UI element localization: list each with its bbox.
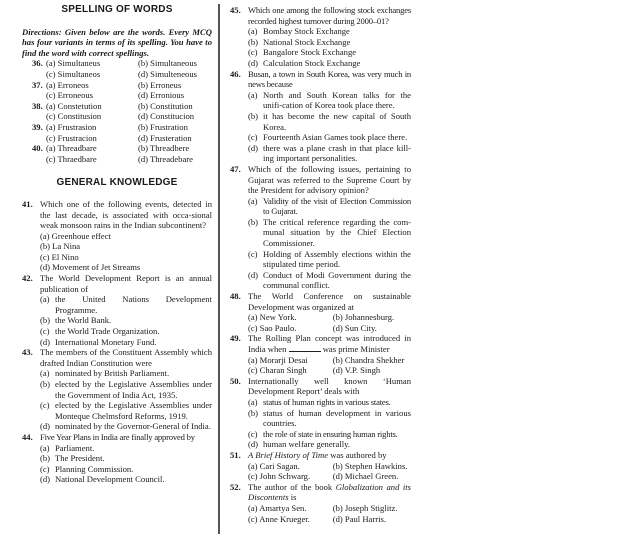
option-label: (c): [248, 47, 258, 58]
question-47: [230, 164, 411, 291]
option-label: (d): [248, 142, 259, 153]
option-label: (c): [248, 248, 258, 259]
question-text: The members of the Constituent Assembly which drafted Indian Constitution were: [40, 347, 212, 368]
option-text: Bombay Stock Exchange: [263, 26, 350, 37]
question-38: [22, 101, 212, 112]
question-number: 45.: [230, 5, 241, 15]
option-d: (d) Simulteneous: [138, 68, 197, 79]
option-text: it has become the new capital of South Korea.: [263, 110, 411, 132]
option-d: (d) Frusteration: [138, 132, 192, 143]
question-36: [22, 58, 212, 69]
option-d: (d) Paul Harris.: [332, 513, 386, 524]
options-row-ab: [248, 461, 411, 472]
question-text: Which one of the following events, detected in the last decade, is associated with occa-sional weak monsoon rains in the Indian subcontinent?: [40, 198, 212, 231]
question-text: Which one among the following stock exchanges recorded highest turnover during 2000–01?: [248, 5, 411, 26]
option-b: (b) Erroneus: [138, 79, 182, 90]
option-label: (d): [248, 57, 259, 68]
question-text: [248, 333, 411, 354]
question-number: 49.: [230, 333, 241, 344]
option-a: (a) Amartya Sen.: [248, 502, 307, 513]
option-label: (c): [248, 132, 258, 143]
option-c: (c) Frustracion: [46, 132, 97, 143]
question-42: [22, 273, 212, 347]
question-text: The World Conference on sustainable Development was organized at: [248, 291, 411, 312]
question-text: Internationally well known ‘Human Development Report’ deals with: [248, 375, 411, 397]
option-text: the role of state in ensuring human rights.: [263, 428, 398, 439]
spelling-questions: [22, 58, 212, 164]
option-a: (a) Erroneos: [46, 79, 89, 90]
option-b: (b) Threadbere: [138, 143, 190, 154]
option-text: The President.: [55, 453, 105, 464]
question-text: Five Year Plans in India are finally approved by: [40, 431, 195, 442]
option-d: [248, 143, 411, 164]
option-b: [248, 111, 411, 132]
fill-in-blank: [289, 344, 321, 352]
option-a: [40, 294, 212, 315]
question-number: 41.: [22, 198, 33, 209]
option-c: (c) Constitusion: [46, 111, 102, 122]
option-c: [248, 132, 411, 143]
book-title: A Brief History of Time: [248, 449, 329, 460]
option-b: [248, 217, 411, 249]
question-number: 38.: [32, 100, 43, 111]
question-number: 39.: [32, 121, 43, 132]
option-d: (d) Erronious: [138, 90, 185, 101]
option-d: (d) Michael Green.: [332, 471, 399, 482]
option-c: (c) Sao Paulo.: [248, 322, 297, 333]
question-46: [230, 69, 411, 164]
question-text: [248, 450, 411, 461]
question-37: [22, 80, 212, 91]
option-b: [40, 379, 212, 400]
question-number: 37.: [32, 79, 43, 90]
question-number: 47.: [230, 163, 241, 174]
option-label: (d): [248, 439, 259, 450]
option-d: (d) Sun City.: [332, 322, 377, 333]
question-number: 40.: [32, 143, 43, 154]
option-text: North and South Korean talks for the unifi-cation of Korea took place there.: [263, 89, 411, 111]
option-d: [248, 439, 411, 450]
option-d: [248, 58, 411, 69]
option-text: the World Bank.: [55, 315, 112, 326]
option-b: (b) La Nina: [40, 241, 81, 252]
option-b: [40, 453, 212, 464]
option-a: [248, 397, 411, 408]
option-text: there was a plane crash in that place kill-ing important personalities.: [263, 142, 411, 164]
option-label: (d): [40, 421, 51, 432]
section-title-spelling: SPELLING OF WORDS: [61, 4, 173, 15]
option-text: nominated by the Governor-General of India.: [55, 421, 211, 432]
option-text: Holding of Assembly elections within the stipulated time period.: [263, 248, 411, 270]
option-d: [40, 337, 212, 348]
option-a: (a) Threadbare: [46, 143, 97, 154]
option-b: (b) Stephen Hawkins.: [332, 460, 408, 471]
option-label: (b): [40, 453, 51, 464]
column-divider: [218, 4, 220, 534]
option-d: (d) Movement of Jet Streams: [40, 262, 141, 273]
option-d: (d) Threadebare: [138, 153, 193, 164]
option-d: [40, 474, 212, 485]
option-c: (c) Thraedbare: [46, 153, 97, 164]
options-row-cd: [248, 471, 411, 482]
option-label: (c): [248, 428, 258, 439]
option-label: (a): [40, 442, 50, 453]
question-39: [22, 122, 212, 133]
option-b: [248, 37, 411, 48]
option-text: the United Nations Development Programme.: [55, 294, 212, 315]
option-text: elected by the Legislative Assemblies under Monteque Chelmsford Reforms, 1919.: [55, 400, 212, 421]
option-c: [40, 326, 212, 337]
option-a: [40, 368, 212, 379]
option-a: (a) Frustrasion: [46, 121, 97, 132]
option-b: (b) Chandra Shekher: [332, 354, 405, 365]
question-51: [230, 450, 411, 482]
option-text: Validity of the visit of Election Commission to Gujarat.: [263, 195, 411, 217]
question-number: 44.: [22, 431, 33, 442]
question-number: 50.: [230, 375, 241, 386]
option-text: Calculation Stock Exchange: [263, 57, 361, 68]
option-a: [248, 196, 411, 217]
question-text-after: is: [288, 492, 297, 503]
question-number: 51.: [230, 449, 241, 460]
question-50: [230, 376, 411, 450]
right-column: [230, 0, 411, 524]
option-label: (b): [248, 407, 259, 418]
option-b: (b) Johannesburg.: [332, 312, 395, 323]
option-text: status of human rights in various states.: [263, 396, 391, 407]
option-b: (b) Constitution: [138, 100, 193, 111]
option-d: [40, 421, 212, 432]
option-text: Bangalore Stock Exchange: [263, 47, 357, 58]
option-c: (c) Anne Krueger.: [248, 513, 310, 524]
option-label: (c): [40, 326, 50, 337]
option-d: [248, 270, 411, 291]
option-label: (a): [248, 89, 258, 100]
option-label: (a): [40, 368, 50, 379]
option-a: [248, 90, 411, 111]
option-text: the World Trade Organization.: [55, 326, 160, 337]
option-text: nominated by British Parliament.: [55, 368, 170, 379]
option-label: (b): [248, 110, 259, 121]
option-a: (a) New York.: [248, 312, 297, 323]
option-label: (d): [248, 269, 259, 280]
option-text: International Monetary Fund.: [55, 336, 157, 347]
option-label: (d): [40, 474, 51, 485]
question-number: 42.: [22, 273, 33, 284]
question-45: [230, 5, 411, 69]
option-label: (a): [40, 294, 50, 305]
question-48: [230, 291, 411, 333]
question-39-cd: [22, 133, 212, 144]
option-b: [40, 315, 212, 326]
options-row-cd: [248, 365, 411, 376]
option-text: status of human development in various countries.: [263, 407, 411, 429]
option-label: (b): [40, 315, 51, 326]
question-40-cd: [22, 154, 212, 165]
question-text: [248, 482, 411, 503]
question-text-after: was prime Minister: [320, 344, 390, 354]
options-row-ab: [248, 355, 411, 366]
question-text: The World Development Report is an annual publication of: [40, 273, 212, 294]
option-text: National Development Council.: [55, 474, 165, 485]
question-text: Busan, a town in South Korea, was very much in news because: [248, 68, 411, 90]
option-label: (b): [40, 379, 51, 389]
option-a: (a) Morarji Desai: [248, 354, 308, 365]
option-label: (c): [40, 400, 50, 411]
left-column: [22, 0, 212, 485]
question-text: Which of the following issues, pertaining to Gujarat was referred to the Supreme Court by the President for advisory opinion?: [248, 163, 411, 196]
directions-label: Directions:: [22, 26, 62, 37]
option-a: [248, 26, 411, 37]
option-b: (b) Frustration: [138, 121, 188, 132]
option-b: (b) Joseph Stiglitz.: [332, 502, 398, 513]
question-37-cd: [22, 90, 212, 101]
option-c: [40, 400, 212, 421]
option-label: (d): [40, 336, 51, 347]
question-38-cd: [22, 111, 212, 122]
question-text-before: The author of the book: [248, 481, 336, 492]
option-b: [248, 408, 411, 429]
option-a: (a) Cari Sagan.: [248, 460, 300, 471]
option-text: Planning Commission.: [55, 463, 134, 474]
option-text: National Stock Exchange: [263, 36, 351, 47]
option-a: (a) Simultaneus: [46, 58, 101, 69]
option-d: (d) V.P. Singh: [332, 365, 381, 376]
question-41: [22, 199, 212, 273]
option-c: (c) Charan Singh: [248, 365, 307, 376]
directions-text: Given below are the words. Every MCQ has four variants in terms of its spelling. You have to find the word with correct spellings.: [22, 26, 212, 58]
directions: [22, 27, 212, 59]
question-number: 46.: [230, 68, 241, 79]
book-title: Globalization and its Discontents: [248, 481, 411, 503]
option-label: (a): [248, 26, 258, 37]
option-c: (c) El Nino: [40, 251, 79, 262]
question-49: [230, 333, 411, 375]
options-row-ab: [248, 503, 411, 514]
option-d: (d) Constitucion: [138, 111, 195, 122]
section-title-general-knowledge: GENERAL KNOWLEDGE: [56, 177, 178, 189]
option-text: Fourteenth Asian Games took place there.: [263, 132, 408, 143]
option-label: (a): [248, 396, 258, 407]
option-a: (a) Constetution: [46, 100, 102, 111]
question-number: 52.: [230, 481, 241, 492]
option-a: [40, 443, 212, 454]
options-row-cd: [248, 323, 411, 334]
option-b: (b) Simultaneous: [138, 58, 197, 69]
question-36-cd: [22, 69, 212, 80]
option-c: [40, 464, 212, 475]
option-c: [248, 429, 411, 440]
option-label: (a): [248, 195, 258, 206]
option-label: (b): [248, 36, 259, 47]
question-43: [22, 347, 212, 432]
option-text: Parliament.: [55, 442, 95, 453]
question-text-before: The Rolling Plan concept was introduced in India when: [248, 333, 411, 354]
option-text: elected by the Legislative Assemblies under the Government of India Act, 1935.: [55, 379, 212, 400]
option-a: (a) Greenhoue effect: [40, 230, 111, 241]
question-text-after: was authored by: [328, 449, 387, 460]
option-label: (c): [40, 463, 50, 474]
question-number: 36.: [32, 58, 43, 69]
option-text: human welfare generally.: [263, 439, 351, 450]
options-row-cd: [248, 514, 411, 525]
option-c: (c) John Schwarg.: [248, 471, 311, 482]
option-text: The critical reference regarding the com-munal situation by the Chief Election Commissioner.: [263, 216, 411, 249]
question-52: [230, 482, 411, 524]
option-c: (c) Simultaneos: [46, 68, 101, 79]
option-c: [248, 47, 411, 58]
question-40: [22, 143, 212, 154]
option-text: Conduct of Modi Government during the communal conflict.: [263, 269, 411, 291]
question-44: [22, 432, 212, 485]
question-number: 48.: [230, 291, 241, 302]
options-row-ab: [248, 312, 411, 323]
option-c: [248, 249, 411, 270]
question-number: 43.: [22, 347, 33, 358]
option-label: (b): [248, 216, 259, 227]
option-c: (c) Erroneous: [46, 90, 94, 101]
